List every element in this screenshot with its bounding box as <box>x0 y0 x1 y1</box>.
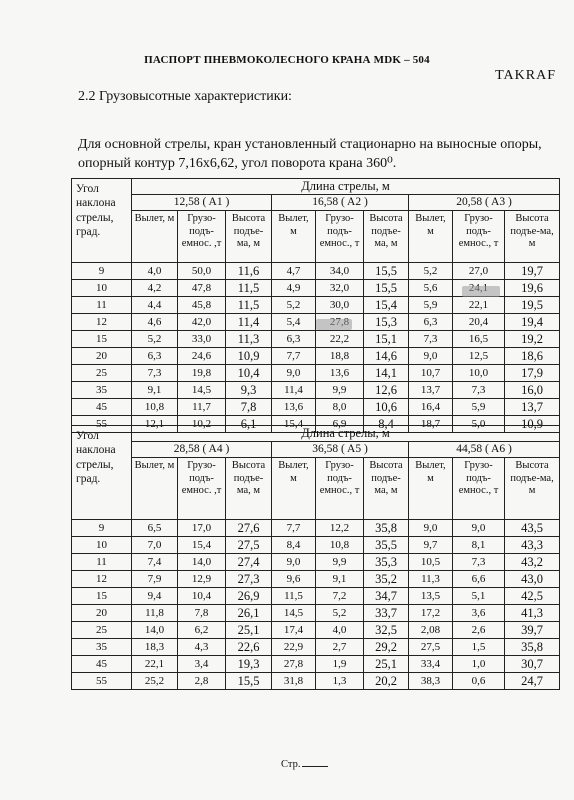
value-cell: 9,0 <box>453 520 505 537</box>
value-cell: 13,7 <box>505 399 560 416</box>
value-cell: 10,5 <box>409 554 453 571</box>
value-cell: 9,0 <box>272 554 316 571</box>
angle-cell: 35 <box>72 639 132 656</box>
value-cell: 27,5 <box>226 537 272 554</box>
value-cell: 7,3 <box>409 331 453 348</box>
boom-a4: 28,58 ( A4 ) <box>132 442 272 458</box>
value-cell: 43,0 <box>505 571 560 588</box>
value-cell: 9,9 <box>316 554 364 571</box>
value-cell: 6,6 <box>453 571 505 588</box>
value-cell: 5,2 <box>132 331 178 348</box>
angle-header: Угол наклона стрелы, град. <box>72 426 132 520</box>
value-cell: 4,7 <box>272 263 316 280</box>
value-cell: 5,9 <box>409 297 453 314</box>
page-number-blank <box>302 757 328 767</box>
value-cell: 2,6 <box>453 622 505 639</box>
value-cell: 13,6 <box>316 365 364 382</box>
value-cell: 4,6 <box>132 314 178 331</box>
value-cell: 38,3 <box>409 673 453 690</box>
value-cell: 2,08 <box>409 622 453 639</box>
value-cell: 12,6 <box>364 382 409 399</box>
boom-a2: 16,58 ( A2 ) <box>272 195 409 211</box>
boom-length-header: Длина стрелы, м <box>132 426 560 442</box>
value-cell: 10,8 <box>132 399 178 416</box>
value-cell: 5,2 <box>409 263 453 280</box>
value-cell: 11,4 <box>272 382 316 399</box>
value-cell: 10,6 <box>364 399 409 416</box>
value-cell: 32,0 <box>316 280 364 297</box>
angle-cell: 10 <box>72 280 132 297</box>
value-cell: 4,9 <box>272 280 316 297</box>
value-cell: 11,5 <box>226 280 272 297</box>
value-cell: 6,5 <box>132 520 178 537</box>
value-cell: 27,5 <box>409 639 453 656</box>
reach-header: Вылет, м <box>272 458 316 520</box>
value-cell: 12,9 <box>178 571 226 588</box>
value-cell: 27,8 <box>272 656 316 673</box>
scan-smudge <box>462 286 500 297</box>
capacity-header: Грузо-подъ-емнос., т <box>453 458 505 520</box>
value-cell: 33,7 <box>364 605 409 622</box>
value-cell: 5,4 <box>272 314 316 331</box>
value-cell: 42,5 <box>505 588 560 605</box>
value-cell: 8,0 <box>316 399 364 416</box>
value-cell: 11,6 <box>226 263 272 280</box>
value-cell: 9,7 <box>409 537 453 554</box>
value-cell: 19,8 <box>178 365 226 382</box>
value-cell: 17,9 <box>505 365 560 382</box>
value-cell: 19,5 <box>505 297 560 314</box>
reach-header: Вылет, м <box>132 458 178 520</box>
value-cell: 24,7 <box>505 673 560 690</box>
angle-cell: 55 <box>72 416 132 433</box>
value-cell: 11,5 <box>272 588 316 605</box>
value-cell: 7,3 <box>453 554 505 571</box>
value-cell: 10,0 <box>453 365 505 382</box>
reach-header: Вылет, м <box>132 211 178 263</box>
value-cell: 10,7 <box>409 365 453 382</box>
value-cell: 16,4 <box>409 399 453 416</box>
value-cell: 8,4 <box>272 537 316 554</box>
value-cell: 26,9 <box>226 588 272 605</box>
value-cell: 2,7 <box>316 639 364 656</box>
value-cell: 7,0 <box>132 537 178 554</box>
value-cell: 22,6 <box>226 639 272 656</box>
angle-cell: 45 <box>72 656 132 673</box>
table-row <box>72 399 560 416</box>
angle-cell: 35 <box>72 382 132 399</box>
value-cell: 35,8 <box>364 520 409 537</box>
table-row <box>72 656 560 673</box>
value-cell: 20,4 <box>453 314 505 331</box>
capacity-header: Грузо-подъ-емнос., т <box>316 458 364 520</box>
section-title: 2.2 Грузовысотные характеристики: <box>78 89 292 104</box>
value-cell: 25,1 <box>364 656 409 673</box>
value-cell: 43,5 <box>505 520 560 537</box>
value-cell: 35,5 <box>364 537 409 554</box>
value-cell: 26,1 <box>226 605 272 622</box>
value-cell: 22,2 <box>316 331 364 348</box>
value-cell: 29,2 <box>364 639 409 656</box>
value-cell: 13,6 <box>272 399 316 416</box>
value-cell: 24,6 <box>178 348 226 365</box>
value-cell: 4,0 <box>132 263 178 280</box>
value-cell: 7,9 <box>132 571 178 588</box>
value-cell: 7,4 <box>132 554 178 571</box>
value-cell: 13,7 <box>409 382 453 399</box>
value-cell: 19,7 <box>505 263 560 280</box>
value-cell: 1,3 <box>316 673 364 690</box>
angle-cell: 25 <box>72 622 132 639</box>
value-cell: 43,2 <box>505 554 560 571</box>
value-cell: 5,1 <box>453 588 505 605</box>
value-cell: 35,8 <box>505 639 560 656</box>
value-cell: 7,7 <box>272 520 316 537</box>
value-cell: 6,3 <box>272 331 316 348</box>
value-cell: 19,2 <box>505 331 560 348</box>
angle-cell: 9 <box>72 520 132 537</box>
document-header: ПАСПОРТ ПНЕВМОКОЛЕСНОГО КРАНА MDK – 504 <box>144 54 430 66</box>
intro-line-1: Для основной стрелы, кран установленный стационарно на выносные опоры, <box>78 137 542 152</box>
value-cell: 32,5 <box>364 622 409 639</box>
value-cell: 8,1 <box>453 537 505 554</box>
value-cell: 6,3 <box>409 314 453 331</box>
height-header: Высота подъе-ма, м <box>226 211 272 263</box>
angle-cell: 25 <box>72 365 132 382</box>
value-cell: 15,5 <box>226 673 272 690</box>
value-cell: 6,9 <box>316 416 364 433</box>
angle-cell: 20 <box>72 348 132 365</box>
capacity-header: Грузо-подъ-емнос., т <box>316 211 364 263</box>
value-cell: 10,2 <box>178 416 226 433</box>
value-cell: 35,2 <box>364 571 409 588</box>
load-chart-table-2 <box>71 425 560 690</box>
value-cell: 15,3 <box>364 314 409 331</box>
value-cell: 10,9 <box>226 348 272 365</box>
value-cell: 9,1 <box>132 382 178 399</box>
angle-cell: 12 <box>72 571 132 588</box>
table-row <box>72 605 560 622</box>
angle-cell: 15 <box>72 331 132 348</box>
intro-line-2: опорный контур 7,16х6,62, угол поворота крана 360⁰. <box>78 156 397 171</box>
value-cell: 17,0 <box>178 520 226 537</box>
value-cell: 6,2 <box>178 622 226 639</box>
value-cell: 11,8 <box>132 605 178 622</box>
boom-a3: 20,58 ( A3 ) <box>409 195 560 211</box>
value-cell: 7,3 <box>453 382 505 399</box>
boom-a1: 12,58 ( A1 ) <box>132 195 272 211</box>
value-cell: 15,5 <box>364 280 409 297</box>
value-cell: 10,9 <box>505 416 560 433</box>
table-row <box>72 297 560 314</box>
value-cell: 9,1 <box>316 571 364 588</box>
value-cell: 30,0 <box>316 297 364 314</box>
value-cell: 34,7 <box>364 588 409 605</box>
value-cell: 11,5 <box>226 297 272 314</box>
height-header: Высота подъе-ма, м <box>226 458 272 520</box>
value-cell: 10,4 <box>226 365 272 382</box>
value-cell: 5,0 <box>453 416 505 433</box>
value-cell: 7,7 <box>272 348 316 365</box>
table-row <box>72 554 560 571</box>
angle-cell: 15 <box>72 588 132 605</box>
table-row <box>72 520 560 537</box>
table-row <box>72 365 560 382</box>
value-cell: 22,9 <box>272 639 316 656</box>
table-row <box>72 331 560 348</box>
value-cell: 25,1 <box>226 622 272 639</box>
value-cell: 5,2 <box>316 605 364 622</box>
height-header: Высота подъе-ма, м <box>364 211 409 263</box>
angle-header: Угол наклона стрелы, град. <box>72 179 132 263</box>
value-cell: 7,8 <box>178 605 226 622</box>
boom-length-header: Длина стрелы, м <box>132 179 560 195</box>
height-header: Высота подъе-ма, м <box>505 211 560 263</box>
value-cell: 10,4 <box>178 588 226 605</box>
value-cell: 5,6 <box>409 280 453 297</box>
value-cell: 27,0 <box>453 263 505 280</box>
value-cell: 9,0 <box>409 348 453 365</box>
value-cell: 17,4 <box>272 622 316 639</box>
value-cell: 12,2 <box>316 520 364 537</box>
table-row <box>72 571 560 588</box>
angle-cell: 45 <box>72 399 132 416</box>
angle-cell: 11 <box>72 554 132 571</box>
value-cell: 6,3 <box>132 348 178 365</box>
value-cell: 9,0 <box>409 520 453 537</box>
value-cell: 12,5 <box>453 348 505 365</box>
value-cell: 41,3 <box>505 605 560 622</box>
value-cell: 13,5 <box>409 588 453 605</box>
value-cell: 27,6 <box>226 520 272 537</box>
value-cell: 11,4 <box>226 314 272 331</box>
value-cell: 11,7 <box>178 399 226 416</box>
angle-cell: 11 <box>72 297 132 314</box>
table-row <box>72 673 560 690</box>
boom-a5: 36,58 ( A5 ) <box>272 442 409 458</box>
capacity-header: Грузо-подъ-емнос., т <box>453 211 505 263</box>
value-cell: 22,1 <box>132 656 178 673</box>
brand-name: TAKRAF <box>495 68 556 83</box>
value-cell: 34,0 <box>316 263 364 280</box>
value-cell: 9,6 <box>272 571 316 588</box>
value-cell: 30,7 <box>505 656 560 673</box>
table-row <box>72 622 560 639</box>
scan-smudge <box>316 319 352 330</box>
value-cell: 14,1 <box>364 365 409 382</box>
reach-header: Вылет, м <box>409 458 453 520</box>
table-row <box>72 537 560 554</box>
value-cell: 14,0 <box>132 622 178 639</box>
value-cell: 17,2 <box>409 605 453 622</box>
table-row <box>72 382 560 399</box>
value-cell: 15,1 <box>364 331 409 348</box>
load-chart-table-1 <box>71 178 560 433</box>
page-label: Стр. <box>281 759 301 770</box>
value-cell: 22,1 <box>453 297 505 314</box>
value-cell: 15,4 <box>364 297 409 314</box>
reach-header: Вылет, м <box>409 211 453 263</box>
value-cell: 18,8 <box>316 348 364 365</box>
value-cell: 19,6 <box>505 280 560 297</box>
table-row <box>72 588 560 605</box>
value-cell: 9,4 <box>132 588 178 605</box>
table-row <box>72 639 560 656</box>
angle-cell: 12 <box>72 314 132 331</box>
value-cell: 14,5 <box>178 382 226 399</box>
value-cell: 19,3 <box>226 656 272 673</box>
value-cell: 15,4 <box>178 537 226 554</box>
value-cell: 16,0 <box>505 382 560 399</box>
value-cell: 27,3 <box>226 571 272 588</box>
value-cell: 4,0 <box>316 622 364 639</box>
capacity-header: Грузо-подъ-емнос. ,т <box>178 458 226 520</box>
value-cell: 50,0 <box>178 263 226 280</box>
value-cell: 14,6 <box>364 348 409 365</box>
value-cell: 20,2 <box>364 673 409 690</box>
value-cell: 7,3 <box>132 365 178 382</box>
value-cell: 31,8 <box>272 673 316 690</box>
value-cell: 33,4 <box>409 656 453 673</box>
value-cell: 4,3 <box>178 639 226 656</box>
table-row <box>72 348 560 365</box>
capacity-header: Грузо-подъ-емнос. ,т <box>178 211 226 263</box>
value-cell: 11,3 <box>226 331 272 348</box>
boom-a6: 44,58 ( A6 ) <box>409 442 560 458</box>
value-cell: 3,6 <box>453 605 505 622</box>
value-cell: 4,4 <box>132 297 178 314</box>
value-cell: 0,6 <box>453 673 505 690</box>
value-cell: 45,8 <box>178 297 226 314</box>
value-cell: 27,4 <box>226 554 272 571</box>
value-cell: 1,5 <box>453 639 505 656</box>
angle-cell: 10 <box>72 537 132 554</box>
value-cell: 7,2 <box>316 588 364 605</box>
value-cell: 4,2 <box>132 280 178 297</box>
value-cell: 9,0 <box>272 365 316 382</box>
value-cell: 39,7 <box>505 622 560 639</box>
value-cell: 9,3 <box>226 382 272 399</box>
height-header: Высота подъе-ма, м <box>505 458 560 520</box>
value-cell: 11,3 <box>409 571 453 588</box>
angle-cell: 20 <box>72 605 132 622</box>
value-cell: 47,8 <box>178 280 226 297</box>
value-cell: 12,1 <box>132 416 178 433</box>
value-cell: 16,5 <box>453 331 505 348</box>
value-cell: 1,9 <box>316 656 364 673</box>
value-cell: 5,2 <box>272 297 316 314</box>
value-cell: 35,3 <box>364 554 409 571</box>
value-cell: 5,9 <box>453 399 505 416</box>
angle-cell: 9 <box>72 263 132 280</box>
value-cell: 18,3 <box>132 639 178 656</box>
value-cell: 10,8 <box>316 537 364 554</box>
value-cell: 14,5 <box>272 605 316 622</box>
value-cell: 33,0 <box>178 331 226 348</box>
value-cell: 18,7 <box>409 416 453 433</box>
value-cell: 15,5 <box>364 263 409 280</box>
value-cell: 19,4 <box>505 314 560 331</box>
value-cell: 6,1 <box>226 416 272 433</box>
value-cell: 7,8 <box>226 399 272 416</box>
value-cell: 2,8 <box>178 673 226 690</box>
value-cell: 1,0 <box>453 656 505 673</box>
value-cell: 14,0 <box>178 554 226 571</box>
value-cell: 15,4 <box>272 416 316 433</box>
page-footer <box>281 757 328 770</box>
table-row <box>72 263 560 280</box>
value-cell: 43,3 <box>505 537 560 554</box>
value-cell: 25,2 <box>132 673 178 690</box>
value-cell: 18,6 <box>505 348 560 365</box>
height-header: Высота подъе-ма, м <box>364 458 409 520</box>
value-cell: 3,4 <box>178 656 226 673</box>
angle-cell: 55 <box>72 673 132 690</box>
value-cell: 8,4 <box>364 416 409 433</box>
value-cell: 9,9 <box>316 382 364 399</box>
reach-header: Вылет, м <box>272 211 316 263</box>
value-cell: 42,0 <box>178 314 226 331</box>
